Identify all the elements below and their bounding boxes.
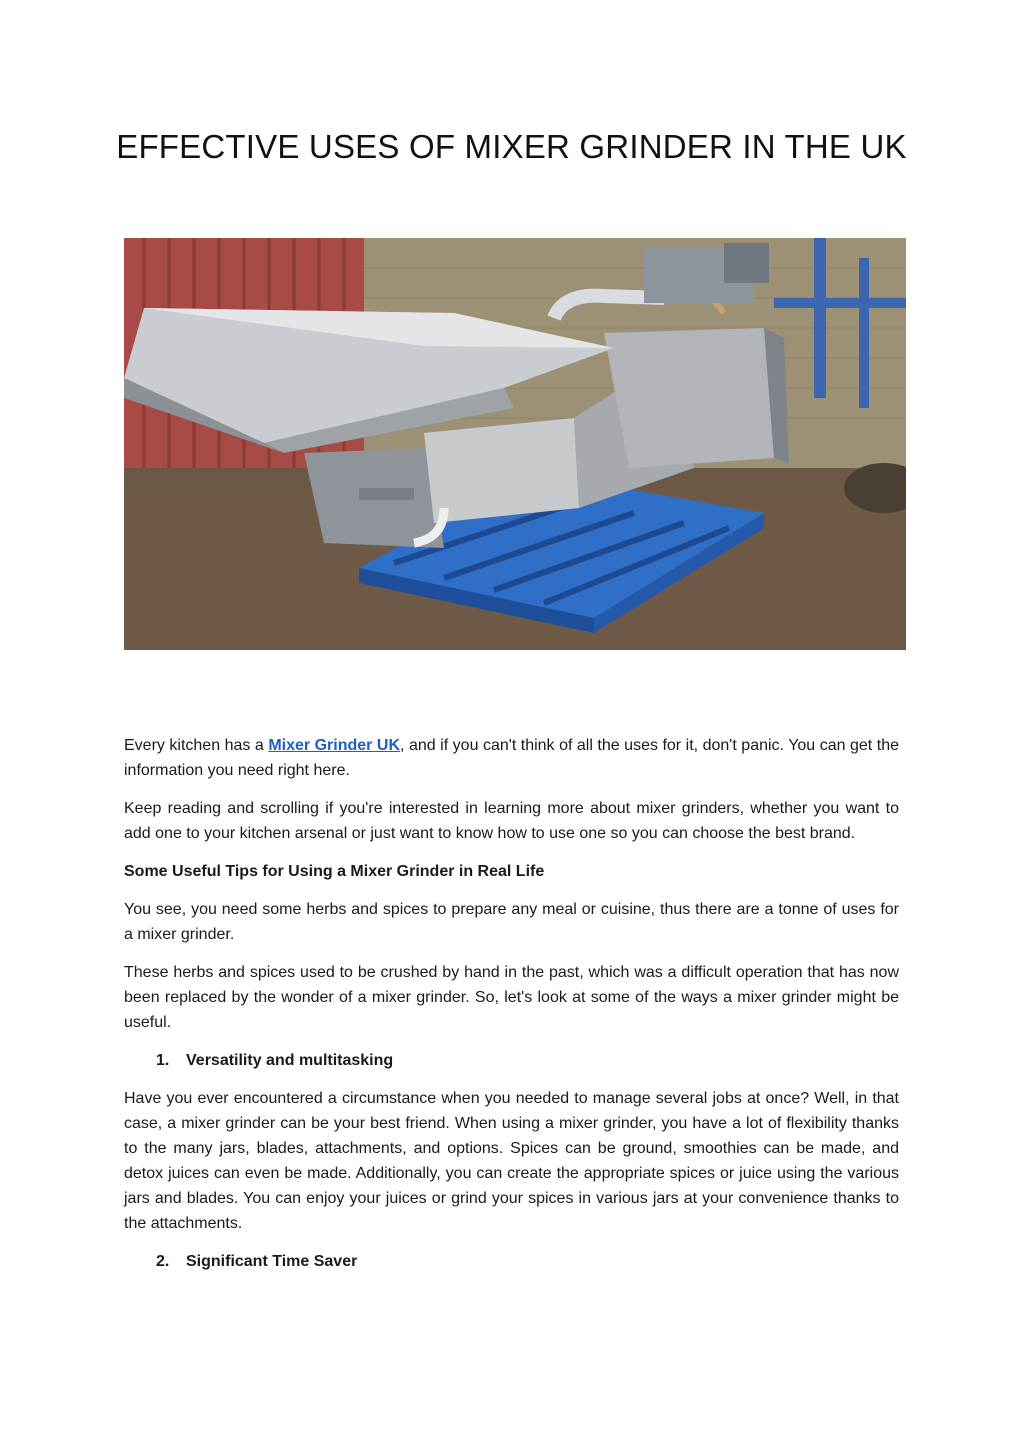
- section-2-number: 2.: [156, 1253, 170, 1270]
- section-1-body: Have you ever encountered a circumstance when you needed to manage several jobs at once? Well, in that case, a mixer grinder can be your best friend. When using a mixer grinder, you have a lot of flexibility thanks to the many jars, blades, attachments, and options. Spices can be ground, smoothies can be made, and detox juices can even be made. Additionally, you can create the appropriate spices or juice using the various jars and blades. You can enjoy your juices or grind your spices in various jars at your convenience thanks to the attachments.: [124, 1090, 899, 1232]
- article-body: [124, 733, 899, 1287]
- mixer-grinder-photo: [124, 238, 906, 650]
- intro-text-before: Every kitchen has a: [124, 737, 269, 754]
- section-1-heading: [124, 1048, 899, 1073]
- section-2-title: Significant Time Saver: [186, 1253, 358, 1270]
- section-subheading: Some Useful Tips for Using a Mixer Grinder in Real Life: [124, 863, 545, 880]
- mixer-grinder-uk-link[interactable]: Mixer Grinder UK: [268, 737, 401, 754]
- section-1-title: Versatility and multitasking: [186, 1052, 394, 1069]
- paragraph-keep-reading: Keep reading and scrolling if you're interested in learning more about mixer grinders, whether you want to add one to your kitchen arsenal or just want to know how to use one so you can choose the best brand.: [124, 800, 899, 842]
- section-2-heading: [124, 1249, 899, 1274]
- intro-paragraph: [124, 733, 899, 783]
- section-1-number: 1.: [156, 1052, 170, 1069]
- page-title: EFFECTIVE USES OF MIXER GRINDER IN THE UK: [116, 128, 907, 165]
- paragraph-herbs-spices: You see, you need some herbs and spices to prepare any meal or cuisine, thus there are a tonne of uses for a mixer grinder.: [124, 901, 899, 943]
- paragraph-history: These herbs and spices used to be crushed by hand in the past, which was a difficult operation that has now been replaced by the wonder of a mixer grinder. So, let's look at some of the ways a mixer grinder might be useful.: [124, 964, 899, 1031]
- intro-text-after: , and if you can't think of all the uses for it, don't panic. You can get the information you need right here.: [124, 737, 899, 779]
